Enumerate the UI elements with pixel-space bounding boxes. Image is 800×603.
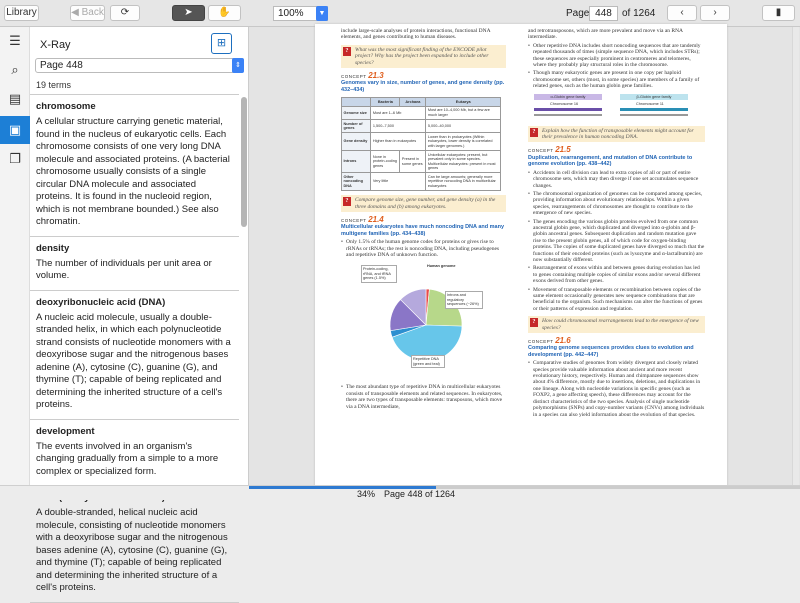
- bullet-paragraph: • Movement of transposable elements or recombination between copies of the same element occasionally generates new sequence combinations that are beneficial to the organism. Such mechanisms can alter the functions of genes or their patterns of expression and regulation.: [528, 287, 705, 313]
- genome-pie-chart: [341, 261, 501, 381]
- pointer-icon: ➤: [184, 7, 193, 18]
- term-definition: The number of individuals per unit area or volume.: [36, 257, 212, 281]
- term-title: development: [36, 425, 95, 437]
- select-tool-button[interactable]: [172, 5, 205, 21]
- bullet-paragraph: • Though many eukaryotic genes are present in one copy per haploid chromosome set, others (most, in some species) are members of a family of related genes, such as the human globin gene families.: [528, 70, 705, 89]
- question-text: What was the most significant finding of the ENCODE pilot project? Why has the project been expanded to include other species?: [355, 46, 489, 66]
- concept-number: 21.4: [368, 214, 384, 224]
- concept-number: 21.6: [555, 336, 571, 346]
- table-cell: Most are 10–4,000 Mb, but a few are much larger: [426, 106, 501, 119]
- zoom-value: 100%: [278, 8, 304, 19]
- library-button[interactable]: Library: [4, 5, 39, 21]
- chevron-down-icon: ▼: [316, 6, 328, 21]
- question-text: Explain how the function of transposable elements might account for their prevalence in human noncoding DNA.: [542, 127, 694, 141]
- table-cell: Unicellular eukaryotes: present, but prevalent only in some species. Multicellular eukaryotes: present in most genes: [426, 151, 501, 173]
- question-icon: ?: [530, 318, 538, 327]
- search-button[interactable]: [0, 56, 30, 84]
- question-text: Compare genome size, gene number, and gene density (a) in the three domains and (b) among eukaryotes.: [355, 197, 496, 210]
- concept-label: [528, 338, 705, 345]
- list-item[interactable]: [30, 237, 239, 291]
- right-column: [528, 28, 705, 420]
- table-of-contents-button[interactable]: [0, 27, 30, 55]
- page-scope-select[interactable]: [35, 58, 244, 73]
- globin-figure: [528, 94, 705, 122]
- page-number-input[interactable]: 448: [589, 6, 618, 21]
- table-cell: Most are 1–6 Mb: [371, 106, 426, 119]
- concept-word: CONCEPT: [528, 148, 554, 154]
- table-cell: Gene density: [342, 133, 371, 151]
- table-header: [342, 98, 371, 107]
- table-cell: Higher than in eukaryotes: [371, 133, 426, 151]
- figure-label: α-Globin gene family: [534, 94, 602, 100]
- notes-button[interactable]: [0, 85, 30, 113]
- xray-panel: [30, 27, 249, 593]
- chevron-left-icon: ‹: [680, 7, 684, 18]
- list-icon: ☰: [9, 33, 21, 48]
- table-cell: Genome size: [342, 106, 371, 119]
- concept-heading: Genomes vary in size, number of genes, and gene density (pp. 432–434): [341, 80, 505, 93]
- xray-icon: ▣: [8, 122, 22, 137]
- concept-number: 21.5: [555, 145, 571, 155]
- hand-tool-button[interactable]: [208, 5, 241, 21]
- zoom-select[interactable]: [273, 6, 328, 21]
- concept-heading: Comparing genome sequences provides clues to evolution and development (pp. 442–447): [528, 345, 694, 358]
- question-icon: ?: [530, 128, 538, 137]
- concept-label: [341, 214, 506, 224]
- pie-label: Repetitive DNA (green and teal): [411, 355, 445, 368]
- concept-number: 21.3: [368, 71, 384, 81]
- refresh-button[interactable]: [110, 5, 140, 21]
- bullet-paragraph: • Accidents in cell division can lead to extra copies of all or part of entire chromosome sets, which may then diverge if one set accumulates sequence changes.: [528, 170, 705, 189]
- refresh-icon: ⟳: [120, 7, 130, 18]
- paragraph: include large-scale analyses of protein interactions, functional DNA elements, and genes contributing to human diseases.: [341, 28, 491, 41]
- panel-scrollbar[interactable]: [241, 97, 247, 227]
- term-title: chromosome: [36, 101, 96, 112]
- add-note-icon: ⊞: [216, 37, 227, 49]
- list-item[interactable]: [30, 486, 239, 603]
- page-total: of 1264: [622, 8, 656, 19]
- table-cell: Very little: [371, 173, 426, 191]
- genome-table: [341, 97, 501, 191]
- bullet-paragraph: • The chromosomal organization of genomes can be compared among species, providing information about evolutionary relationships. Within a given species, rearrangements of chromosomes are thought to contribute to the emergence of new species.: [528, 191, 705, 217]
- status-page: Page 448 of 1264: [384, 489, 456, 499]
- term-title: density: [36, 242, 70, 254]
- table-header: Archaea: [400, 98, 426, 107]
- table-cell: None in protein-coding genes: [371, 151, 400, 173]
- term-title: deoxyribonucleic acid (DNA): [36, 296, 166, 308]
- bullet-paragraph: • The most abundant type of repetitive DNA in multicellular eukaryotes consists of transposable elements and related sequences. In eukaryotes, there are two types of transposable elements: transposons, which move via a DNA intermediate,: [341, 384, 506, 410]
- gene-bar: [534, 114, 602, 116]
- review-question: [528, 126, 705, 143]
- term-definition: A cellular structure carrying genetic material, found in the nucleus of eukaryotic cells. Each chromosome consists of one very long DNA molecule and associated proteins. (A bacterial chromosome usually consists of a single circular DNA molecule and associated proteins. It is found in the nucleoid region, which is not membrane bounded.) See also chromatin.: [36, 116, 230, 227]
- search-icon: ⌕: [11, 62, 19, 77]
- figure-label: Chromosome 11: [636, 101, 664, 106]
- term-definition: A double-stranded, helical nucleic acid molecule, consisting of nucleotide monomers with a deoxyribose sugar and the nitrogenous bases adenine (A), cytosine (C), guanine (G), and thymine (T); capable of being replicated and determining the inherited structure of a cell's proteins.: [36, 507, 228, 593]
- table-cell: 5,000–40,000: [426, 120, 501, 133]
- status-bar: [0, 485, 800, 500]
- table-cell: 1,500–7,500: [371, 120, 426, 133]
- review-question: [341, 45, 506, 68]
- pie-label: Introns and regulatory sequences (~26%): [445, 291, 483, 308]
- list-item[interactable]: [30, 420, 239, 487]
- bullet-paragraph: • Only 1.5% of the human genome codes for proteins or gives rise to rRNAs or tRNAs; the rest is noncoding DNA, including pseudogenes and repetitive DNA of unknown function.: [341, 239, 506, 258]
- bullet-paragraph: • The genes encoding the various globin proteins evolved from one common ancestral globin gene, which duplicated and diverged into α-globin and β-globin ancestral genes. Subsequent duplication and random mutation gave rise to the present globin genes, all of which code for oxygen-binding proteins. The copies of some duplicated genes have diverged so much that the functions of their encoded proteins (such as lysozyme and α-lactalbumin) are now substantially different.: [528, 219, 705, 264]
- cards-icon: ❐: [9, 151, 21, 166]
- chevron-right-icon: ›: [713, 7, 717, 18]
- book-page: [315, 24, 727, 494]
- question-icon: ?: [343, 197, 351, 206]
- term-definition: The events involved in an organism's changing gradually from a simple to a more complex or specialized form.: [36, 440, 219, 477]
- bullet-paragraph: • Other repetitive DNA includes short noncoding sequences that are tandemly repeated thousands of times (simple sequence DNA, which includes STRs); these sequences are especially prominent in centromeres and telomeres, where they probably play structural roles in the chromosome.: [528, 43, 705, 69]
- page-label: Page: [566, 8, 590, 19]
- table-header: Eukarya: [426, 98, 501, 107]
- sidebar-icon-bar: [0, 27, 30, 485]
- table-cell: Number of genes: [342, 120, 371, 133]
- table-cell: Other noncoding DNA: [342, 173, 371, 191]
- concept-label: [528, 147, 705, 154]
- previous-page-button[interactable]: [667, 5, 697, 21]
- chromosome-bar: [620, 108, 688, 111]
- panel-title: X-Ray: [40, 39, 71, 51]
- top-toolbar: [0, 0, 800, 27]
- back-button[interactable]: ◀ Back: [70, 5, 105, 21]
- reading-progress-bar: [249, 486, 800, 489]
- figure-label: β-Globin gene family: [620, 94, 688, 100]
- chromosome-bar: [534, 108, 602, 111]
- table-cell: Lower than in prokaryotes (Within eukaryotes, lower density is correlated with larger genomes.): [426, 133, 501, 151]
- next-page-button[interactable]: [700, 5, 730, 21]
- table-cell: Present in some genes: [400, 151, 426, 173]
- terms-list: [30, 94, 239, 593]
- question-icon: ?: [343, 47, 351, 56]
- bullet-paragraph: • Rearrangement of exons within and between genes during evolution has led to genes containing multiple copies of similar exons and/or several different exons derived from other genes.: [528, 265, 705, 284]
- concept-word: CONCEPT: [341, 217, 367, 223]
- review-question: [528, 316, 705, 333]
- list-item[interactable]: [30, 291, 239, 420]
- question-text: How could chromosomal rearrangements lead to the emergence of new species?: [542, 318, 699, 331]
- bullet-paragraph: • Comparative studies of genomes from widely divergent and closely related species provide valuable information about ancient and more recent evolutionary history, respectively. Human and chimpanzee sequences show about 4% difference, mostly due to insertions, deletions, and duplications in one lineage. Along with nucleotide variations in specific genes (such as FOXP2, a gene affecting speech), these differences may account for the distinct characteristics of the two species. Analysis of single nucleotide polymorphisms (SNPs) and copy-number variants (CNVs) among individuals in a species can also yield information about the evolution of that species.: [528, 360, 705, 418]
- flashcards-button[interactable]: [0, 145, 30, 173]
- book-viewer: [249, 27, 800, 485]
- table-cell: Can be large amounts; generally more repetitive noncoding DNA in multicellular eukaryotes: [426, 173, 501, 191]
- bookmark-icon: ▮: [775, 7, 782, 18]
- left-column: [341, 28, 506, 412]
- xray-options-button[interactable]: [211, 33, 232, 54]
- gene-bar: [620, 114, 688, 116]
- document-icon: ▤: [8, 91, 22, 106]
- paragraph: and retrotransposons, which are more prevalent and move via an RNA intermediate.: [528, 28, 683, 41]
- terms-count: 19 terms: [36, 80, 72, 90]
- review-question: [341, 195, 506, 212]
- concept-word: CONCEPT: [528, 339, 554, 345]
- table-cell: Introns: [342, 151, 371, 173]
- pie-title: Human genome: [427, 264, 456, 269]
- figure-label: Chromosome 16: [550, 101, 579, 106]
- hand-icon: ✋: [218, 7, 231, 18]
- xray-button[interactable]: [0, 116, 30, 144]
- concept-label: [341, 73, 506, 80]
- concept-heading: Multicellular eukaryotes have much noncoding DNA and many multigene families (pp. 434–438): [341, 224, 504, 237]
- page-scope-value: Page 448: [40, 60, 83, 71]
- concept-word: CONCEPT: [341, 74, 367, 80]
- progress-percent: 34%: [357, 489, 376, 499]
- bookmark-button[interactable]: [762, 5, 795, 21]
- viewer-scrollbar[interactable]: [792, 27, 799, 485]
- table-header: Bacteria: [371, 98, 400, 107]
- term-definition: A nucleic acid molecule, usually a double-stranded helix, in which each polynucleotide strand consists of nucleotide monomers with a deoxyribose sugar and the nitrogenous bases adenine (A), cytosine (C), guanine (G), and thymine (T); capable of being replicated and determining the inherited structure of a cell's proteins.: [36, 311, 231, 410]
- pie-label: Protein-coding, rRNA, and tRNA genes (1.5%): [361, 265, 397, 282]
- list-item[interactable]: [30, 95, 239, 237]
- concept-heading: Duplication, rearrangement, and mutation of DNA contribute to genome evolution (pp. 438–442): [528, 154, 693, 168]
- chevron-updown-icon: ⇕: [232, 58, 244, 73]
